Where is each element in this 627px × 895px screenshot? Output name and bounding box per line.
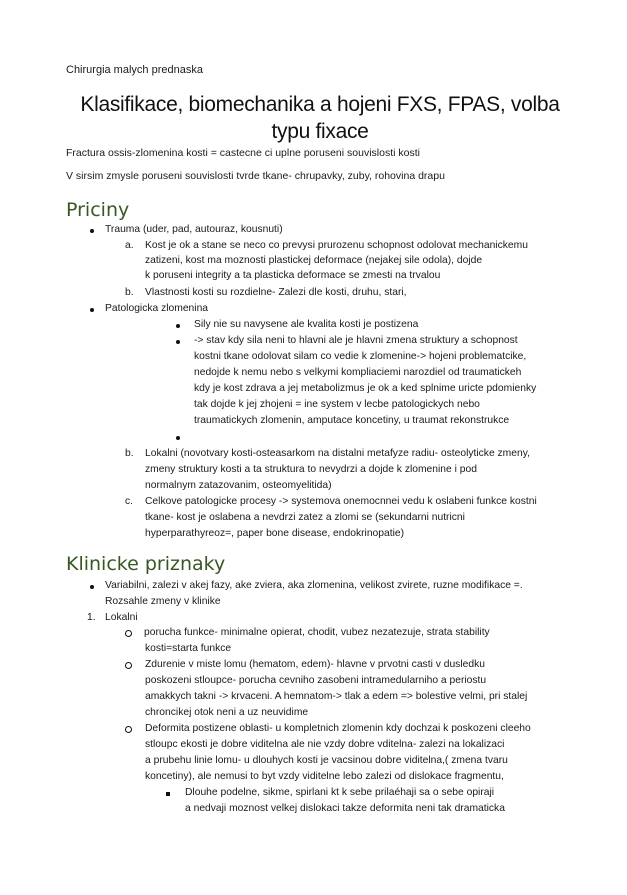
sub-item-stav-line-1: -> stav kdy sila neni to hlavni ale je hlavni zmena struktury a schopnost <box>194 335 518 346</box>
list-item-b: Vlastnosti kosti su rozdielne- Zalezi dle kosti, druhu, stari, <box>145 287 407 298</box>
list-item-celkove-line-3: hyperparathyreoz=, paper bone disease, endokrinopatie) <box>145 528 405 539</box>
sub-item-deformita-line-2: stloupc ekosti je dobre viditelna ale nie vzdy dobre vditelna- zalezi na lokalizaci <box>145 739 505 750</box>
bullet-ring <box>125 726 132 733</box>
list-marker-c: c. <box>125 496 134 507</box>
bullet-ring <box>125 630 132 637</box>
sub-item-stav-line-2: kostni tkane odolovat silam co vedie k zlomenine-> hojeni problematcike, <box>194 351 527 362</box>
sub-item-zdurenie-line-1: Zdurenie v miste lomu (hematom, edem)- hlavne v prvotni casti v dusledku <box>145 659 485 670</box>
sub-sub-item-dlouhe-line-2: a nedvaji moznost velkej dislokaci takze deformita neni tak dramaticka <box>185 803 505 814</box>
section-heading-priciny: Priciny <box>66 199 130 221</box>
list-item-a-line-3: k poruseni integrity a ta plasticka deformace se zmesti na trvalou <box>145 270 441 281</box>
list-item-variabilni-line-1: Variabilni, zalezi v akej fazy, ake zviera, aka zlomenina, velikost zvirete, ruzne modifikace =. <box>105 580 523 591</box>
sub-item-deformita-line-3: a prubehu linie lomu- u dlouhych kosti je vacsinou dobre viditelna,( zmena tvaru <box>145 755 508 766</box>
bullet-dot <box>176 340 180 344</box>
sub-item-stav-line-5: tak dojde k jej zhojeni = ine system v lecbe patologickych nebo <box>194 399 480 410</box>
bullet-dot <box>176 324 180 328</box>
list-item-lokalni-line-1: Lokalni (novotvary kosti-osteasarkom na distalni metafyze radiu- osteolyticke zmeny, <box>145 448 530 459</box>
list-item-a-line-1: Kost je ok a stane se neco co prevysi prurozenu schopnost odolovat mechanickemu <box>145 240 528 251</box>
bullet-dot <box>90 585 94 589</box>
list-item-patologicka: Patologicka zlomenina <box>105 303 209 314</box>
sub-item-zdurenie-line-2: poskozeni stloupce- porucha cevniho zasobeni intramedularniho a periostu <box>145 675 487 686</box>
sub-item-deformita-line-4: koncetiny), ale nemusi to byt vzdy viditelne lebo zalezi od dislokace fragmentu, <box>145 771 504 782</box>
list-item-celkove-line-2: tkane- kost je oslabena a nevdrzi zatez a zlomi se (sekundarni nutricni <box>145 512 465 523</box>
bullet-ring <box>125 662 132 669</box>
sub-item-stav-line-3: nedojde k nemu nebo s velkymi kompliaciemi narozdiel od traumatickeh <box>194 367 522 378</box>
intro-paragraph-1: Fractura ossis-zlomenina kosti = castecne ci uplne poruseni souvislosti kosti <box>66 147 420 159</box>
list-marker-b: b. <box>125 287 134 298</box>
sub-item-stav-line-4: kdy je kost zdrava a jej metabolizmus je ok a ked splnime uricte pdomienky <box>194 383 537 394</box>
list-marker-a: a. <box>125 240 134 251</box>
bullet-dot <box>90 308 94 312</box>
sub-item-zdurenie-line-3: amakkych takni -> krvaceni. A hemnatom-> tlak a edem => bolestive velmi, pri stalej <box>145 691 528 702</box>
list-item-lokalni: Lokalni <box>105 612 138 623</box>
list-item-variabilni-line-2: Rozsahle zmeny v klinike <box>105 596 221 607</box>
sub-sub-item-dlouhe-line-1: Dlouhe podelne, sikme, spirlani kt k sebe prilaéhaji sa o sebe opiraji <box>185 787 495 798</box>
bullet-dot-empty <box>176 436 180 440</box>
list-item-lokalni-line-2: zmeny struktury kosti a ta struktura to nevydrzi a dojde k zlomenine i pod <box>145 464 477 475</box>
bullet-dot <box>90 229 94 233</box>
list-marker-1: 1. <box>87 612 96 623</box>
intro-paragraph-2: V sirsim zmysle poruseni souvislosti tvrde tkane- chrupavky, zuby, rohovina drapu <box>66 170 445 182</box>
sub-item-sily: Sily nie su navysene ale kvalita kosti je postizena <box>194 319 419 330</box>
sub-item-zdurenie-line-4: chroncikej otok neni a uz neuvidime <box>145 707 309 718</box>
sub-item-deformita-line-1: Deformita postizene oblasti- u kompletnich zlomenin kdy dochzai k poskozeni cleeho <box>145 723 531 734</box>
header-note: Chirurgia malych prednaska <box>66 64 203 76</box>
list-item-a-line-2: zatizeni, kost ma moznosti plastickej deformace (nejakej sile odola), dojde <box>145 255 483 266</box>
bullet-square <box>166 792 170 796</box>
sub-item-stav-line-6: traumatickych zlomenin, amputace koncetiny, u traumat rekonstrukce <box>194 415 510 426</box>
list-item-trauma: Trauma (uder, pad, autouraz, kousnuti) <box>105 224 283 235</box>
page-title: Klasifikace, biomechanika a hojeni FXS, FPAS, volba typu fixace <box>80 93 560 143</box>
sub-item-porucha-line-1: porucha funkce- minimalne opierat, chodit, vubez nezatezuje, strata stability <box>144 627 490 638</box>
sub-item-porucha-line-2: kosti=starta funkce <box>145 643 232 654</box>
list-item-celkove-line-1: Celkove patologicke procesy -> systemova onemocnnei vedu k oslabeni funkce kostni <box>145 496 537 507</box>
section-heading-klinicke-priznaky: Klinicke priznaky <box>66 553 226 575</box>
list-marker-b-lokalni: b. <box>125 448 134 459</box>
list-item-lokalni-line-3: normalnym zatazovanim, osteomyelitida) <box>145 480 332 491</box>
